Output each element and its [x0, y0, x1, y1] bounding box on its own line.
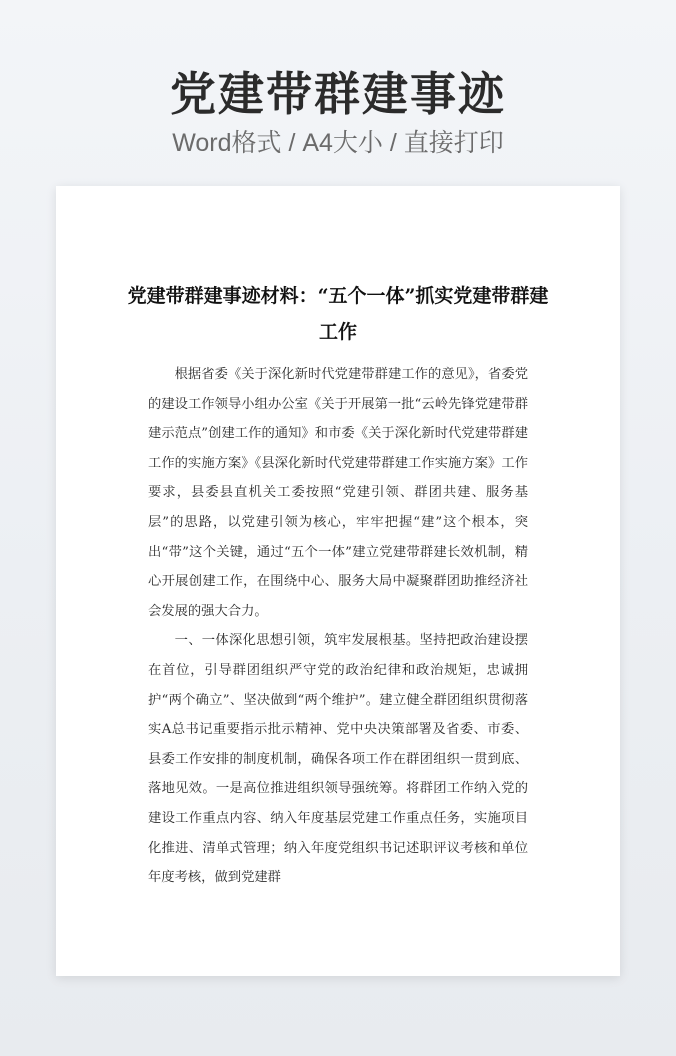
header-banner [0, 64, 676, 160]
document-body [148, 360, 528, 893]
document-paragraph: 一、一体深化思想引领，筑牢发展根基。坚持把政治建设摆在首位，引导群团组织严守党的政治纪律和政治规矩，忠诚拥护“两个确立”、坚决做到“两个维护”。建立健全群团组织贯彻落实A总书记重要指示批示精神、党中央决策部署及省委、市委、县委工作安排的制度机制，确保各项工作在群团组织一贯到底、落地见效。一是高位推进组织领导强统筹。将群团工作纳入党的建设工作重点内容、纳入年度基层党建工作重点任务，实施项目化推进、清单式管理；纳入年度党组织书记述职评议考核和单位年度考核，做到党建群 [148, 633, 528, 886]
document-title: 党建带群建事迹材料：“五个一体”抓实党建带群建工作 [127, 285, 549, 343]
banner-title: 党建带群建事迹 [170, 67, 506, 121]
document-paragraph: 根据省委《关于深化新时代党建带群建工作的意见》，省委党的建设工作领导小组办公室《关于开展第一批“云岭先锋党建带群建示范点”创建工作的通知》和市委《关于深化新时代党建带群建工作的实施方案》《县深化新时代党建带群建工作实施方案》工作要求，县委县直机关工委按照“党建引领、群团共建、服务基层”的思路，以党建引领为核心，牢牢把握“建”这个根本，突出“带”这个关键，通过“五个一体”建立党建带群建长效机制，精心开展创建工作，在围绕中心、服务大局中凝聚群团助推经济社会发展的强大合力。 [148, 367, 528, 619]
document-page [56, 186, 620, 976]
banner-subtitle: Word格式 / A4大小 / 直接打印 [172, 129, 504, 157]
